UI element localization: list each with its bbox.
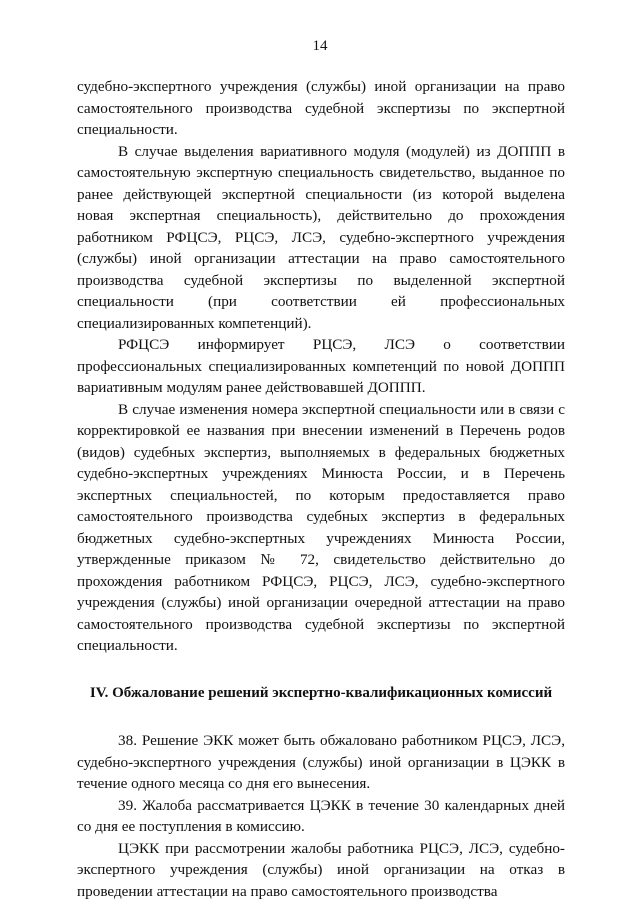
paragraph: 39. Жалоба рассматривается ЦЭКК в течение 30 календарных дней со дня ее поступления в комиссию. [77,796,565,835]
paragraph: РФЦСЭ информирует РЦСЭ, ЛСЭ о соответствии профессиональных специализированных компетенций по новой ДОППП вариативным модулям ранее действовавшей ДОППП. [77,336,565,396]
page-number: 14 [312,38,328,54]
paragraph: 38. Решение ЭКК может быть обжаловано работником РЦСЭ, ЛСЭ, судебно-экспертного учреждения (службы) иной организации в ЦЭКК в течение одного месяца со дня его вынесения. [77,732,565,792]
paragraph: В случае выделения вариативного модуля (модулей) из ДОППП в самостоятельную экспертную специальность свидетельство, выданное по ранее действующей экспертной специальности (из которой выделена новая экспертная специальность), действительно до прохождения работником РФЦСЭ, РЦСЭ, ЛСЭ, судебно-экспертного учреждения (службы) иной организации аттестации на право самостоятельного производства судебной экспертизы по выделенной экспертной специальности (при соответствии ей профессиональных специализированных компетенций). [77,142,565,332]
paragraph: В случае изменения номера экспертной специальности или в связи с корректировкой ее названия при внесении изменений в Перечень родов (видов) судебных экспертиз, выполняемых в федеральных бюджетных судебно-экспертных учреждениях Минюста России, и в Перечень экспертных специальностей, по которым предоставляется право самостоятельного производства судебных экспертиз в федеральных бюджетных судебно-экспертных учреждениях Минюста России, утвержденные приказом № 72, свидетельство действительно до прохождения работником РФЦСЭ, РЦСЭ, ЛСЭ, судебно-экспертного учреждения (службы) иной организации очередной аттестации на право самостоятельного производства судебной экспертизы по экспертной специальности. [77,400,565,654]
document-body [77,76,565,902]
section-heading: IV. Обжалование решений экспертно-квалификационных комиссий [89,684,553,701]
paragraph-partial: ЦЭКК при рассмотрении жалобы работника РЦСЭ, ЛСЭ, судебно-экспертного учреждения (службы) иной организации на отказ в проведении аттестации на право самостоятельного производства [77,839,565,900]
paragraph: судебно-экспертного учреждения (службы) иной организации на право самостоятельного производства судебной экспертизы по экспертной специальности. [77,78,565,138]
